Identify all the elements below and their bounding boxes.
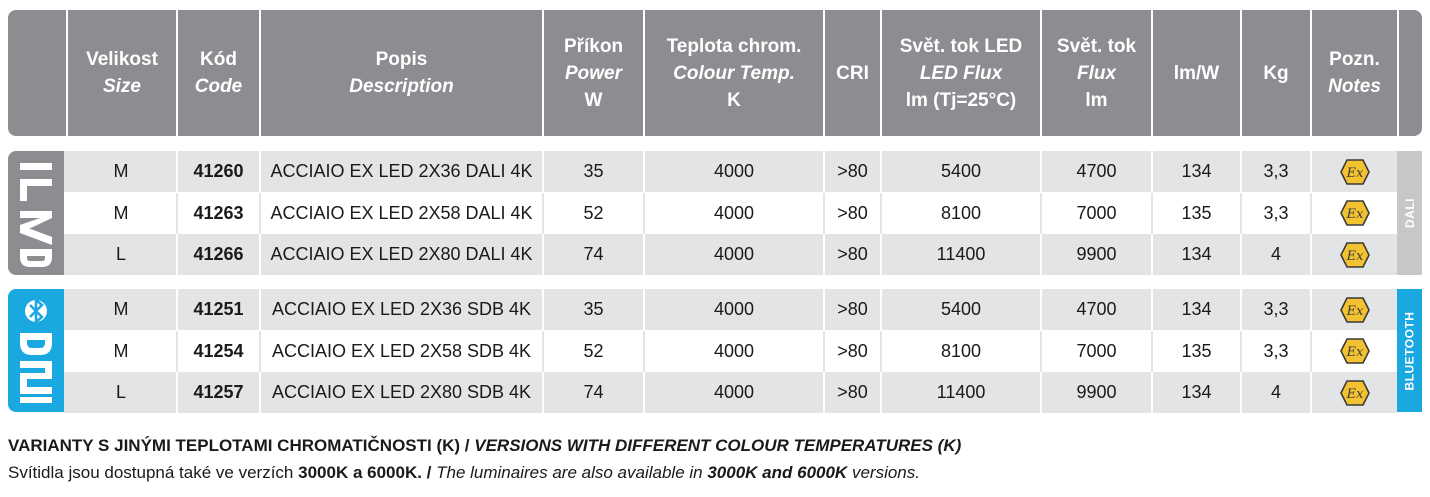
bluetooth-side-tab <box>1397 289 1422 412</box>
sdb-logo-panel <box>8 289 64 412</box>
cell-flux <box>1040 372 1151 413</box>
cell-code-value: 41251 <box>193 299 244 319</box>
header-temp-unit: K <box>727 89 741 111</box>
atex-ex-icon <box>1340 338 1370 364</box>
cell-cri <box>823 151 880 192</box>
cell-desc <box>259 151 542 192</box>
header-code-cz: Kód <box>200 49 237 70</box>
atex-ex-text: Ex <box>1346 248 1363 264</box>
cell-ledflux-value: 8100 <box>940 340 982 361</box>
cell-desc <box>259 331 542 372</box>
cell-cri-value: >80 <box>837 202 868 223</box>
cell-lmw <box>1151 372 1240 413</box>
cell-kg-value: 4 <box>1270 244 1281 264</box>
header-blank <box>8 10 66 136</box>
atex-ex-icon <box>1340 200 1370 226</box>
cell-temp <box>643 151 823 192</box>
header-description <box>259 10 542 136</box>
cell-note <box>1310 372 1397 413</box>
cell-size <box>66 193 176 234</box>
header-flux-en: Flux <box>1076 62 1117 84</box>
table-row <box>64 372 1397 413</box>
cell-size-value: M <box>113 299 129 319</box>
cell-code <box>176 193 259 234</box>
cell-flux-value: 4700 <box>1076 161 1117 181</box>
header-led-flux <box>880 10 1040 136</box>
cell-lmw-value: 134 <box>1181 244 1212 264</box>
cell-cri-value: >80 <box>837 382 868 402</box>
cell-lmw <box>1151 193 1240 234</box>
dali-logo-panel <box>8 151 64 275</box>
cell-note <box>1310 193 1397 234</box>
cell-desc-value: ACCIAIO EX LED 2X58 SDB 4K <box>271 340 532 361</box>
cell-code <box>176 372 259 413</box>
header-desc-cz: Popis <box>375 49 428 70</box>
header-power-en: Power <box>564 62 623 84</box>
cell-lmw-value: 135 <box>1181 202 1212 223</box>
footer-cz-bold: 3000K a 6000K <box>298 463 418 482</box>
cell-code <box>176 234 259 275</box>
header-size <box>66 10 176 136</box>
cell-flux-value: 4700 <box>1076 299 1117 319</box>
table-row <box>64 193 1397 234</box>
cell-temp <box>643 372 823 413</box>
cell-code-value: 41266 <box>193 244 244 264</box>
header-cri <box>823 10 880 136</box>
atex-ex-text: Ex <box>1346 165 1363 181</box>
cell-power <box>542 331 643 372</box>
cell-code <box>176 289 259 330</box>
cell-ledflux-value: 11400 <box>936 382 986 402</box>
cell-desc <box>259 234 542 275</box>
cell-kg <box>1240 234 1310 275</box>
cell-desc-value: ACCIAIO EX LED 2X80 DALI 4K <box>270 244 533 264</box>
cell-ledflux-value: 8100 <box>940 202 982 223</box>
cell-size-value: L <box>115 244 126 264</box>
cell-code-value: 41260 <box>193 161 244 181</box>
bluetooth-logo-icon <box>8 289 64 412</box>
footer-title-cz: VARIANTY S JINÝMI TEPLOTAMI CHROMATIČNOSTI (K) / <box>8 436 470 455</box>
cell-cri-value: >80 <box>837 244 868 264</box>
header-temp-en: Colour Temp. <box>673 62 795 84</box>
cell-code <box>176 151 259 192</box>
cell-size <box>66 289 176 330</box>
cell-cri <box>823 193 880 234</box>
cell-flux <box>1040 151 1151 192</box>
header-notes-en: Notes <box>1328 76 1381 97</box>
dali-logo-icon <box>8 151 64 275</box>
cell-kg-value: 3,3 <box>1263 299 1289 319</box>
cell-size <box>66 372 176 413</box>
cell-power <box>542 289 643 330</box>
dali-side-tab <box>1397 151 1422 275</box>
cell-note <box>1310 331 1397 372</box>
cell-lmw <box>1151 151 1240 192</box>
cell-ledflux <box>880 151 1040 192</box>
header-kg-label: Kg <box>1263 62 1289 84</box>
cell-power <box>542 193 643 234</box>
cell-kg-value: 3,3 <box>1263 202 1289 223</box>
cell-cri-value: >80 <box>837 161 868 181</box>
cell-temp <box>643 234 823 275</box>
cell-kg <box>1240 151 1310 192</box>
table-row <box>64 289 1397 330</box>
cell-temp-value: 4000 <box>713 161 755 181</box>
table-row <box>64 331 1397 372</box>
header-power-cz: Příkon <box>563 35 624 57</box>
cell-size <box>66 234 176 275</box>
cell-power-value: 74 <box>583 382 604 402</box>
cell-flux <box>1040 234 1151 275</box>
cell-temp-value: 4000 <box>713 299 755 319</box>
cell-cri-value: >80 <box>837 340 868 361</box>
header-flux <box>1040 10 1151 136</box>
cell-power <box>542 151 643 192</box>
atex-ex-icon <box>1340 242 1370 268</box>
cell-ledflux <box>880 193 1040 234</box>
cell-desc-value: ACCIAIO EX LED 2X58 DALI 4K <box>270 202 533 223</box>
cell-note <box>1310 234 1397 275</box>
cell-temp-value: 4000 <box>713 382 755 402</box>
cell-desc <box>259 193 542 234</box>
footer-title-en: VERSIONS WITH DIFFERENT COLOUR TEMPERATURES (K) <box>474 436 962 455</box>
cell-kg-value: 3,3 <box>1263 340 1289 361</box>
cell-kg <box>1240 331 1310 372</box>
footer-en-post: versions. <box>851 463 920 482</box>
atex-ex-text: Ex <box>1346 386 1363 402</box>
header-kg <box>1240 10 1310 136</box>
header-lmw-label: lm/W <box>1173 62 1220 84</box>
cell-note <box>1310 289 1397 330</box>
header-ledflux-cz: Svět. tok LED <box>899 35 1023 57</box>
footer-en-pre: The luminaires are also available in <box>436 463 703 482</box>
cell-cri <box>823 331 880 372</box>
header-ledflux-en: LED Flux <box>919 62 1003 84</box>
atex-ex-text: Ex <box>1346 303 1363 319</box>
header-cri-label: CRI <box>836 62 869 84</box>
atex-ex-icon <box>1340 380 1370 406</box>
cell-size-value: M <box>113 202 129 223</box>
header-power-unit: W <box>584 89 603 111</box>
cell-power <box>542 372 643 413</box>
header-flux-unit: lm <box>1085 89 1108 111</box>
cell-lmw <box>1151 331 1240 372</box>
table-row <box>64 151 1397 192</box>
atex-ex-text: Ex <box>1346 207 1363 222</box>
cell-lmw-value: 134 <box>1181 161 1212 181</box>
cell-lmw-value: 134 <box>1181 299 1212 319</box>
table-header <box>8 10 1422 136</box>
header-lmw <box>1151 10 1240 136</box>
cell-kg-value: 3,3 <box>1263 161 1289 181</box>
cell-flux <box>1040 289 1151 330</box>
header-temp-cz: Teplota chrom. <box>666 35 802 57</box>
cell-ledflux-value: 5400 <box>940 161 982 181</box>
cell-code-value: 41254 <box>193 340 244 361</box>
cell-kg <box>1240 289 1310 330</box>
cell-size <box>66 331 176 372</box>
cell-lmw-value: 135 <box>1181 340 1212 361</box>
cell-temp <box>643 289 823 330</box>
cell-power-value: 35 <box>583 161 604 181</box>
cell-cri <box>823 289 880 330</box>
cell-kg <box>1240 193 1310 234</box>
cell-ledflux-value: 11400 <box>936 244 986 264</box>
bluetooth-tab-label: BLUETOOTH <box>1402 311 1417 390</box>
cell-power <box>542 234 643 275</box>
header-code <box>176 10 259 136</box>
cell-temp-value: 4000 <box>713 244 755 264</box>
header-size-en: Size <box>102 76 142 97</box>
cell-power-value: 52 <box>583 340 604 361</box>
cell-lmw <box>1151 289 1240 330</box>
cell-desc-value: ACCIAIO EX LED 2X36 SDB 4K <box>271 299 532 319</box>
header-ledflux-unit: lm (Tj=25°C) <box>905 89 1017 111</box>
header-size-cz: Velikost <box>86 49 158 70</box>
cell-flux-value: 7000 <box>1076 340 1117 361</box>
cell-power-value: 74 <box>583 244 604 264</box>
header-desc-en: Description <box>349 76 454 97</box>
cell-cri <box>823 372 880 413</box>
header-flux-cz: Svět. tok <box>1056 35 1137 57</box>
cell-flux-value: 9900 <box>1076 244 1117 264</box>
cell-temp <box>643 331 823 372</box>
atex-ex-icon <box>1340 159 1370 185</box>
cell-cri <box>823 234 880 275</box>
cell-cri-value: >80 <box>837 299 868 319</box>
footer-title <box>8 436 961 456</box>
cell-ledflux-value: 5400 <box>940 299 982 319</box>
header-notes-cz: Pozn. <box>1329 49 1380 70</box>
cell-lmw <box>1151 234 1240 275</box>
cell-ledflux <box>880 331 1040 372</box>
cell-code-value: 41257 <box>193 382 244 402</box>
header-notes <box>1310 10 1397 136</box>
cell-kg <box>1240 372 1310 413</box>
atex-ex-icon <box>1340 297 1370 323</box>
footer-text <box>8 463 920 483</box>
cell-desc <box>259 289 542 330</box>
cell-size-value: M <box>113 161 129 181</box>
header-power <box>542 10 643 136</box>
cell-code-value: 41263 <box>193 202 244 223</box>
cell-temp-value: 4000 <box>713 202 755 223</box>
dali-tab-label: DALI <box>1402 198 1417 228</box>
cell-temp-value: 4000 <box>713 340 755 361</box>
cell-size-value: L <box>115 382 126 402</box>
header-colour-temp <box>643 10 823 136</box>
cell-power-value: 35 <box>583 299 604 319</box>
footer-cz-post: . / <box>417 463 432 482</box>
cell-flux <box>1040 331 1151 372</box>
header-code-en: Code <box>194 76 243 97</box>
cell-lmw-value: 134 <box>1181 382 1212 402</box>
footer-en-bold: 3000K and 6000K <box>707 463 848 482</box>
cell-code <box>176 331 259 372</box>
cell-flux <box>1040 193 1151 234</box>
cell-desc <box>259 372 542 413</box>
cell-temp <box>643 193 823 234</box>
cell-kg-value: 4 <box>1270 382 1281 402</box>
cell-ledflux <box>880 372 1040 413</box>
table-row <box>64 234 1397 275</box>
cell-note <box>1310 151 1397 192</box>
cell-ledflux <box>880 234 1040 275</box>
cell-desc-value: ACCIAIO EX LED 2X80 SDB 4K <box>271 382 532 402</box>
atex-ex-text: Ex <box>1346 345 1363 360</box>
cell-size-value: M <box>113 340 129 361</box>
header-tab-blank <box>1397 10 1422 136</box>
cell-desc-value: ACCIAIO EX LED 2X36 DALI 4K <box>270 161 533 181</box>
cell-ledflux <box>880 289 1040 330</box>
footer-cz-pre: Svítidla jsou dostupná také ve verzích <box>8 463 294 482</box>
cell-flux-value: 9900 <box>1076 382 1117 402</box>
cell-flux-value: 7000 <box>1076 202 1117 223</box>
cell-size <box>66 151 176 192</box>
cell-power-value: 52 <box>583 202 604 223</box>
